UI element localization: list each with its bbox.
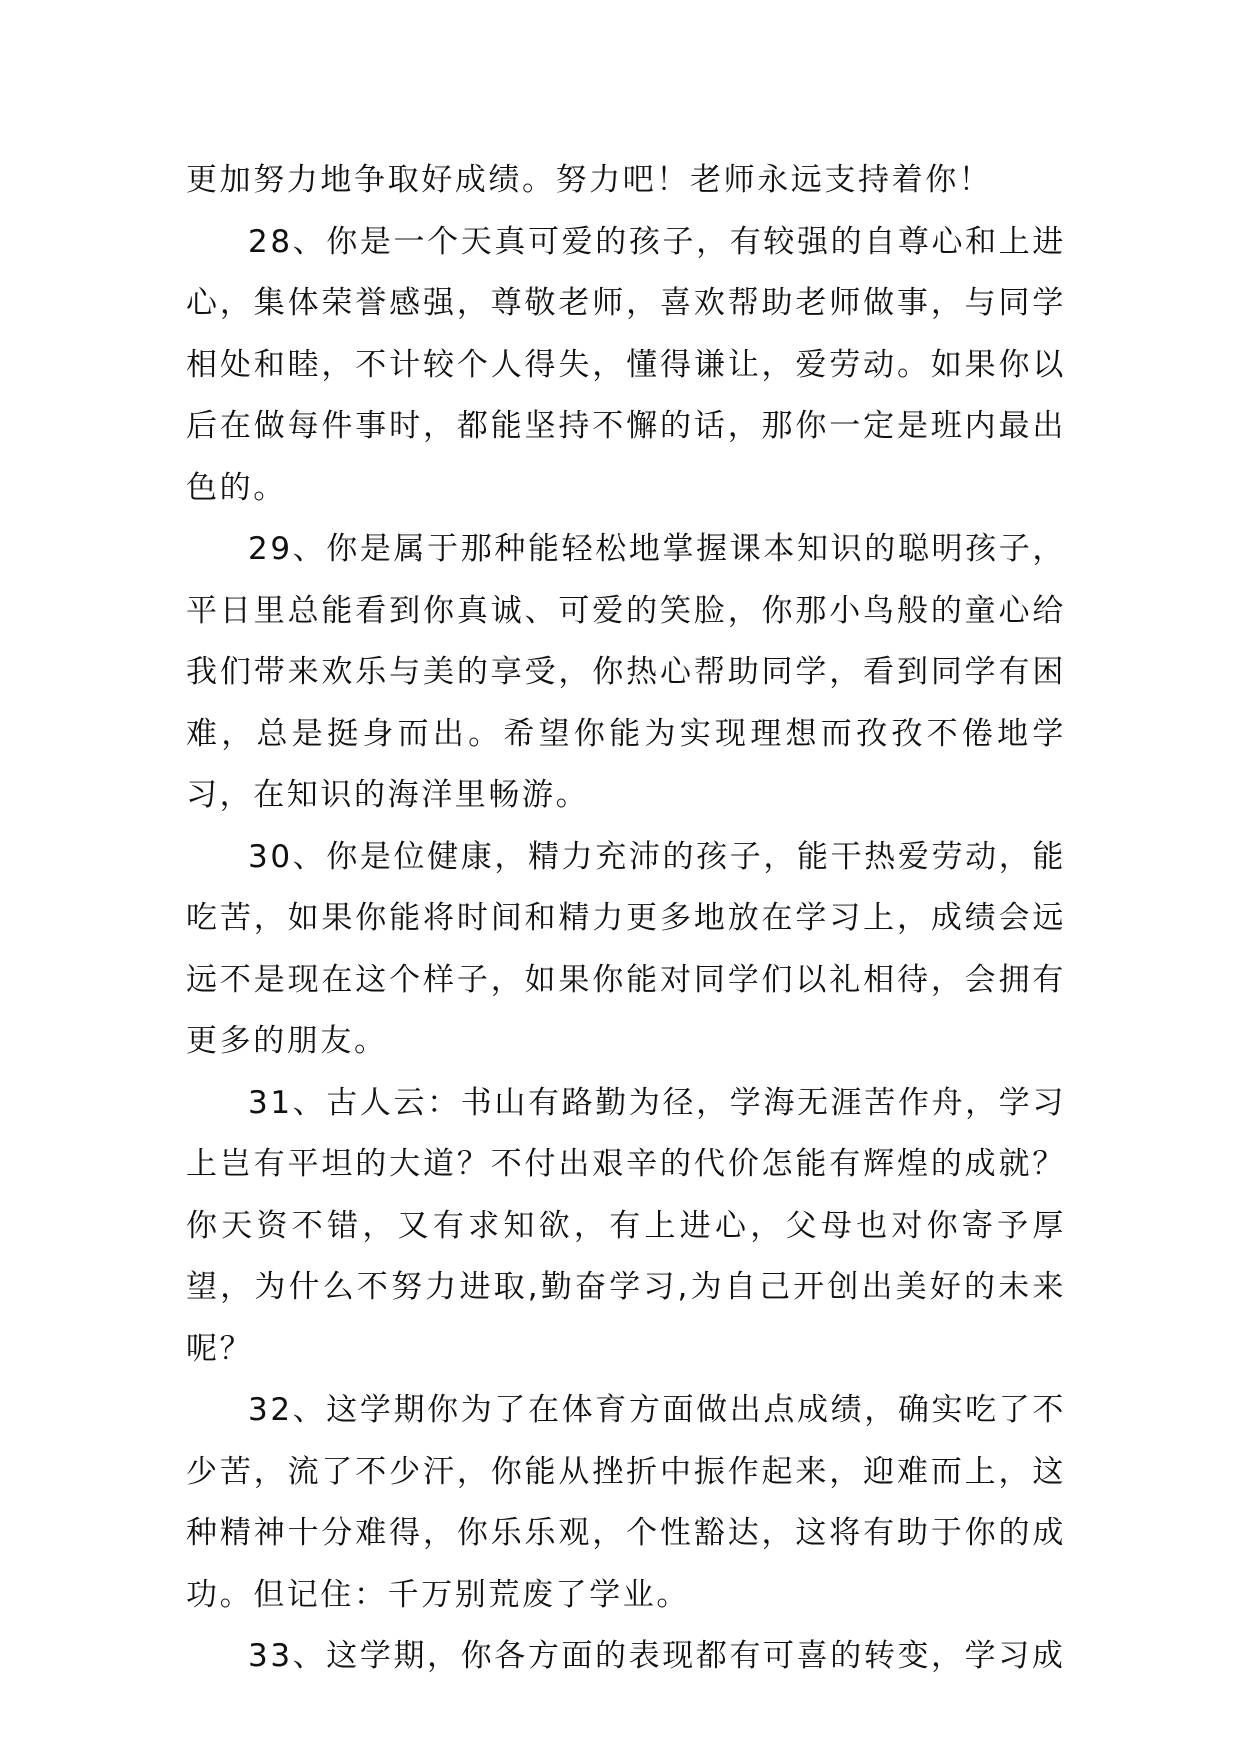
paragraph-comment-31: 31、古人云：书山有路勤为径，学海无涯苦作舟，学习上岂有平坦的大道？不付出艰辛的代价怎能有辉煌的成就？你天资不错，又有求知欲，有上进心，父母也对你寄予厚望，为什么不努力进取,勤奋学习,为自己开创出美好的未来呢？ (186, 1084, 1066, 1367)
paragraph-comment-30: 30、你是位健康，精力充沛的孩子，能干热爱劳动，能吃苦，如果你能将时间和精力更多地放在学习上，成绩会远远不是现在这个样子，如果你能对同学们以礼相待，会拥有更多的朋友。 (186, 838, 1066, 1059)
paragraph-comment-33: 33、这学期，你各方面的表现都有可喜的转变，学习成 (248, 1638, 1066, 1674)
paragraph-comment-32: 32、这学期你为了在体育方面做出点成绩，确实吃了不少苦，流了不少汗，你能从挫折中振作起来，迎难而上，这种精神十分难得，你乐乐观，个性豁达，这将有助于你的成功。但记住：千万别荒废了学业。 (186, 1392, 1066, 1613)
paragraph-comment-29: 29、你是属于那种能轻松地掌握课本知识的聪明孩子，平日里总能看到你真诚、可爱的笑脸，你那小鸟般的童心给我们带来欢乐与美的享受，你热心帮助同学，看到同学有困难，总是挺身而出。希望你能为实现理想而孜孜不倦地学习，在知识的海洋里畅游。 (186, 531, 1066, 813)
document-body (186, 150, 1066, 1688)
paragraph-continuation: 更加努力地争取好成绩。努力吧！老师永远支持着你！ (186, 162, 993, 198)
paragraph-comment-28: 28、你是一个天真可爱的孩子，有较强的自尊心和上进心，集体荣誉感强，尊敬老师，喜欢帮助老师做事，与同学相处和睦，不计较个人得失，懂得谦让，爱劳动。如果你以后在做每件事时，都能坚持不懈的话，那你一定是班内最出色的。 (186, 223, 1066, 506)
